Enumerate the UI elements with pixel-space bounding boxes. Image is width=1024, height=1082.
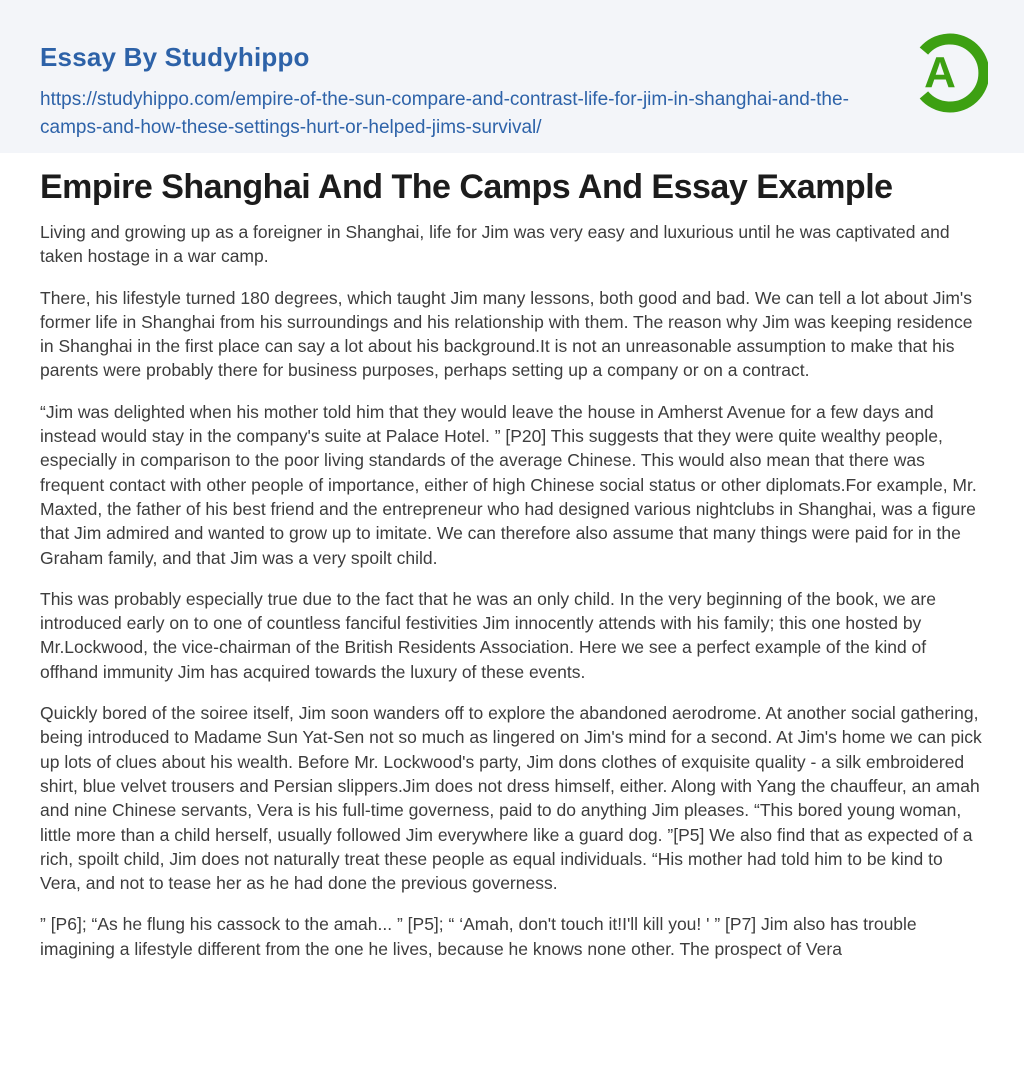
byline: Essay By Studyhippo (40, 42, 310, 72)
article (0, 169, 1024, 961)
article-paragraph: Living and growing up as a foreigner in Shanghai, life for Jim was very easy and luxurious until he was captivated and taken hostage in a war camp. (40, 222, 950, 267)
article-paragraph: “Jim was delighted when his mother told him that they would leave the house in Amherst Avenue for a few days and instead would stay in the company's suite at Palace Hotel. ” [P20] This suggests that they were quite wealthy people, especially in comparison to the poor living standards of the average Chinese. This would also mean that there was frequent contact with other people of importance, either of high Chinese social status or other diplomats.For example, Mr. Maxted, the father of his best friend and the entrepreneur who had designed various nightclubs in Shanghai, was a figure that Jim admired and wanted to grow up to imitate. We can therefore also assume that many things were paid for in the Graham family, and that Jim was a very spoilt child. (40, 401, 977, 568)
article-paragraph: Quickly bored of the soiree itself, Jim soon wanders off to explore the abandoned aerodrome. At another social gathering, being introduced to Madame Sun Yat-Sen not so much as lingered on Jim's mind for a second. At Jim's home we can pick up lots of clues about his wealth. Before Mr. Lockwood's party, Jim dons clothes of exquisite quality - a silk embroidered shirt, blue velvet trousers and Persian slippers.Jim does not dress himself, either. Along with Yang the chauffeur, an amah and nine Chinese servants, Vera is his full-time governess, paid to do anything Jim pleases. “This bored young woman, little more than a child herself, usually followed Jim everywhere like a guard dog. ”[P5] We also find that as expected of a rich, spoilt child, Jim does not naturally treat these people as equal individuals. “His mother had told him to be kind to Vera, and not to tease her as he had done the previous governess. (40, 703, 982, 894)
logo-letter: A (924, 48, 956, 97)
page-header (0, 0, 1024, 153)
studyhippo-logo (906, 27, 988, 119)
article-paragraph: This was probably especially true due to the fact that he was an only child. In the very beginning of the book, we are introduced early on to one of countless fanciful festivities Jim innocently attends with his family; this one hosted by Mr.Lockwood, the vice-chairman of the British Residents Association. Here we see a perfect example of the kind of offhand immunity Jim has acquired towards the luxury of these events. (40, 588, 936, 682)
article-paragraph: There, his lifestyle turned 180 degrees, which taught Jim many lessons, both good and bad. We can tell a lot about Jim's former life in Shanghai from his surroundings and his relationship with them. The reason why Jim was keeping residence in Shanghai in the first place can say a lot about his background.It is not an unreasonable assumption to make that his parents were probably there for business purposes, perhaps setting up a company or on a contract. (40, 287, 973, 381)
article-paragraph: ” [P6]; “As he flung his cassock to the amah... ” [P5]; “ ‘Amah, don't touch it!I'll kill you! ' ” [P7] Jim also has trouble imagining a lifestyle different from the one he lives, because he knows none other. The prospect of Vera (40, 914, 917, 959)
article-body (40, 220, 984, 961)
article-title: Empire Shanghai And The Camps And Essay Example (40, 168, 893, 206)
source-url-link[interactable]: https://studyhippo.com/empire-of-the-sun-compare-and-contrast-life-for-jim-in-shanghai-and-the-camps-and-how-these-settings-hurt-or-helped-jims-survival/ (40, 89, 849, 138)
